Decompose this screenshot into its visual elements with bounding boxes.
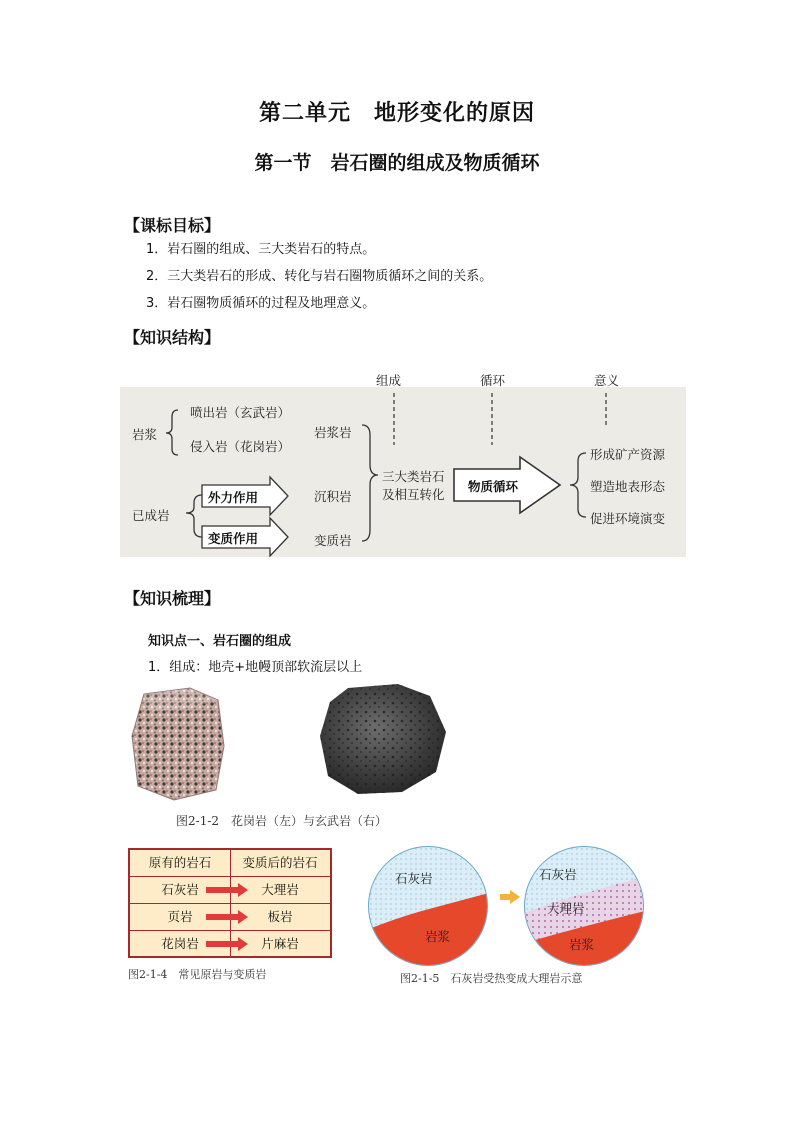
meaning-item: 塑造地表形态 (590, 479, 666, 494)
three-types-label: 三大类岩石 (382, 469, 445, 484)
structure-heading: 【知识结构】 (124, 328, 221, 347)
rocks-figure-caption: 图2-1-2 花岗岩（左）与玄武岩（右） (176, 814, 388, 828)
external-force-label: 外力作用 (208, 490, 259, 505)
marble-circle (524, 846, 644, 966)
metamorphism-label: 变质作用 (208, 531, 259, 546)
page-title: 第二单元 地形变化的原因 (258, 101, 535, 126)
granite-image (130, 686, 226, 802)
knowledge-point-title: 知识点一、岩石圈的组成 (148, 634, 292, 649)
goal-item: 2．三大类岩石的形成、转化与岩石圈物质循环之间的关系。 (146, 269, 493, 284)
sedimentary-rock-label: 沉积岩 (314, 489, 352, 504)
head-meaning: 意义 (594, 373, 620, 388)
basalt-image (318, 682, 448, 796)
arrow-icons (130, 850, 330, 956)
limestone-circle (368, 846, 488, 966)
intrusive-label: 侵入岩（花岗岩） (190, 439, 291, 454)
metamorphic-rock-label: 变质岩 (314, 533, 352, 548)
circles-figure-caption: 图2-1-5 石灰岩受热变成大理岩示意 (400, 972, 583, 985)
marble-label: 大理岩 (547, 901, 585, 916)
table-cell: 石灰岩 (161, 882, 199, 897)
limestone-label: 石灰岩 (395, 871, 433, 886)
meaning-item: 形成矿产资源 (590, 447, 666, 462)
knowledge-structure-diagram (120, 365, 686, 557)
magma-circle-label: 岩浆 (425, 929, 451, 944)
head-cycle: 循环 (480, 373, 506, 388)
table-cell: 花岗岩 (161, 936, 199, 951)
magma-circle-label-2: 岩浆 (569, 937, 595, 952)
igneous-rock-label: 岩浆岩 (314, 425, 352, 440)
limestone-label-2: 石灰岩 (539, 867, 577, 882)
knowledge-point-item: 1．组成：地壳+地幔顶部软流层以上 (148, 660, 363, 675)
table-header-left: 原有的岩石 (148, 855, 212, 870)
existing-rock-label: 已成岩 (132, 508, 170, 523)
review-heading: 【知识梳理】 (124, 589, 221, 608)
transform-arrow-icon (500, 890, 520, 904)
three-types-label-2: 及相互转化 (382, 487, 445, 502)
head-compose: 组成 (376, 373, 402, 388)
extrusive-label: 喷出岩（玄武岩） (190, 405, 291, 420)
goal-item: 1．岩石圈的组成、三大类岩石的特点。 (146, 242, 376, 257)
table-header-right: 变质后的岩石 (242, 855, 318, 870)
table-figure-caption: 图2-1-4 常见原岩与变质岩 (128, 968, 267, 981)
goals-heading: 【课标目标】 (124, 216, 221, 235)
meaning-item: 促进环境演变 (590, 511, 666, 526)
metamorphic-table (128, 848, 332, 958)
material-cycle-label: 物质循环 (468, 479, 519, 494)
section-title: 第一节 岩石圈的组成及物质循环 (254, 152, 540, 174)
table-cell: 片麻岩 (261, 936, 299, 951)
magma-label: 岩浆 (132, 427, 158, 442)
table-cell: 页岩 (167, 909, 193, 924)
table-cell: 板岩 (267, 909, 293, 924)
table-cell: 大理岩 (261, 882, 299, 897)
goal-item: 3．岩石圈物质循环的过程及地理意义。 (146, 296, 376, 311)
